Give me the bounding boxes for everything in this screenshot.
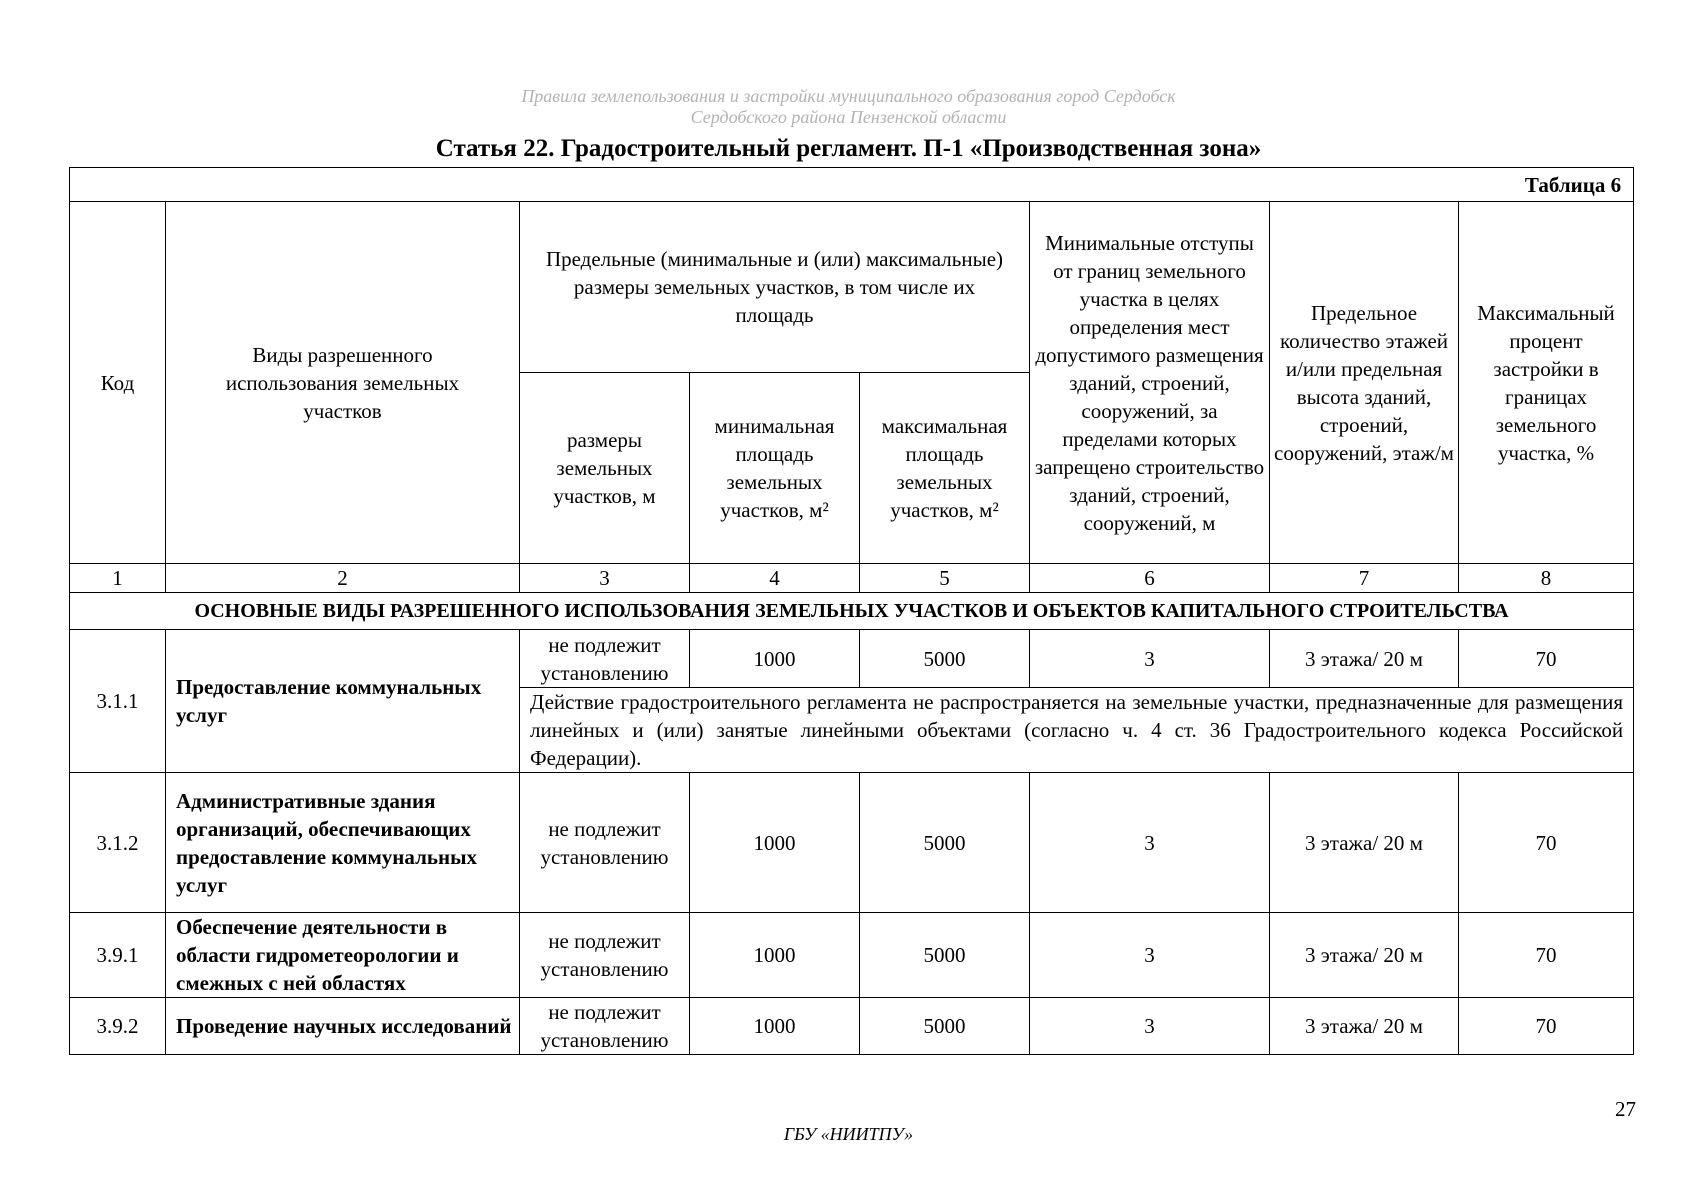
column-number: 3	[520, 564, 690, 593]
row-setback: 3	[1030, 773, 1270, 913]
table-caption-row	[70, 168, 1634, 202]
row-note: Действие градостроительного регламента не распространяется на земельные участки, предназначенные для размещения линейных и (или) занятые линейными объектами (согласно ч. 4 ст. 36 Градостроительного кодекса Российской Федерации).	[520, 688, 1634, 773]
row-max-area: 5000	[860, 998, 1030, 1055]
row-plot-sizes: не подлежит установлению	[520, 630, 690, 688]
header-plot-sizes: размеры земельных участков, м	[520, 373, 690, 564]
column-number: 5	[860, 564, 1030, 593]
table-row	[70, 998, 1634, 1055]
row-floors: 3 этажа/ 20 м	[1270, 630, 1459, 688]
row-plot-sizes: не подлежит установлению	[520, 998, 690, 1055]
header-setbacks: Минимальные отступы от границ земельного участка в целях определения мест допустимого размещения зданий, строений, сооружений, за пределами которых запрещено строительство зданий, строений, сооружений, м	[1030, 202, 1270, 564]
row-coverage: 70	[1459, 913, 1634, 998]
column-number-row	[70, 564, 1634, 593]
column-number: 1	[70, 564, 166, 593]
row-min-area: 1000	[690, 773, 860, 913]
column-number: 6	[1030, 564, 1270, 593]
row-min-area: 1000	[690, 998, 860, 1055]
row-max-area: 5000	[860, 773, 1030, 913]
row-min-area: 1000	[690, 630, 860, 688]
row-min-area: 1000	[690, 913, 860, 998]
row-code: 3.9.2	[70, 998, 166, 1055]
header-floors: Предельное количество этажей и/или предельная высота зданий, строений, сооружений, этаж/м	[1270, 202, 1459, 564]
header-min-area: минимальная площадь земельных участков, м²	[690, 373, 860, 564]
column-number: 4	[690, 564, 860, 593]
table-caption: Таблица 6	[70, 168, 1634, 202]
header-coverage: Максимальный процент застройки в границах земельного участка, %	[1459, 202, 1634, 564]
column-number: 2	[166, 564, 520, 593]
row-floors: 3 этажа/ 20 м	[1270, 773, 1459, 913]
row-coverage: 70	[1459, 630, 1634, 688]
row-use-name: Предоставление коммунальных услуг	[166, 630, 520, 773]
header-use-types: Виды разрешенного использования земельных участков	[166, 202, 520, 564]
section-title: ОСНОВНЫЕ ВИДЫ РАЗРЕШЕННОГО ИСПОЛЬЗОВАНИЯ ЗЕМЕЛЬНЫХ УЧАСТКОВ И ОБЪЕКТОВ КАПИТАЛЬНОГО СТРОИТЕЛЬСТВА	[70, 593, 1634, 630]
section-title-row	[70, 593, 1634, 630]
row-code: 3.1.1	[70, 630, 166, 773]
article-title: Статья 22. Градостроительный регламент. П-1 «Производственная зона»	[435, 135, 1262, 162]
header-plot-limits-group: Предельные (минимальные и (или) максимальные) размеры земельных участков, в том числе их площадь	[520, 202, 1030, 373]
column-number: 7	[1270, 564, 1459, 593]
row-max-area: 5000	[860, 630, 1030, 688]
row-floors: 3 этажа/ 20 м	[1270, 913, 1459, 998]
row-plot-sizes: не подлежит установлению	[520, 913, 690, 998]
header-code: Код	[70, 202, 166, 564]
running-header	[0, 86, 1697, 128]
column-number: 8	[1459, 564, 1634, 593]
row-floors: 3 этажа/ 20 м	[1270, 998, 1459, 1055]
row-use-name: Административные здания организаций, обеспечивающих предоставление коммунальных услуг	[166, 773, 520, 913]
regulation-table	[69, 167, 1634, 1055]
table-header-row	[70, 202, 1634, 373]
row-max-area: 5000	[860, 913, 1030, 998]
table-row	[70, 913, 1634, 998]
running-header-line-2: Сердобского района Пензенской области	[690, 107, 1007, 127]
row-setback: 3	[1030, 998, 1270, 1055]
table-row	[70, 773, 1634, 913]
running-header-line-1: Правила землепользования и застройки муниципального образования город Сердобск	[521, 86, 1176, 106]
row-setback: 3	[1030, 630, 1270, 688]
page-footer: ГБУ «НИИТПУ»	[783, 1124, 914, 1144]
row-plot-sizes: не подлежит установлению	[520, 773, 690, 913]
row-code: 3.9.1	[70, 913, 166, 998]
row-coverage: 70	[1459, 998, 1634, 1055]
row-code: 3.1.2	[70, 773, 166, 913]
header-max-area: максимальная площадь земельных участков, м²	[860, 373, 1030, 564]
row-coverage: 70	[1459, 773, 1634, 913]
row-setback: 3	[1030, 913, 1270, 998]
row-use-name: Обеспечение деятельности в области гидрометеорологии и смежных с ней областях	[166, 913, 520, 998]
table-row	[70, 630, 1634, 688]
row-use-name: Проведение научных исследований	[166, 998, 520, 1055]
page-number: 27	[1615, 1097, 1636, 1121]
